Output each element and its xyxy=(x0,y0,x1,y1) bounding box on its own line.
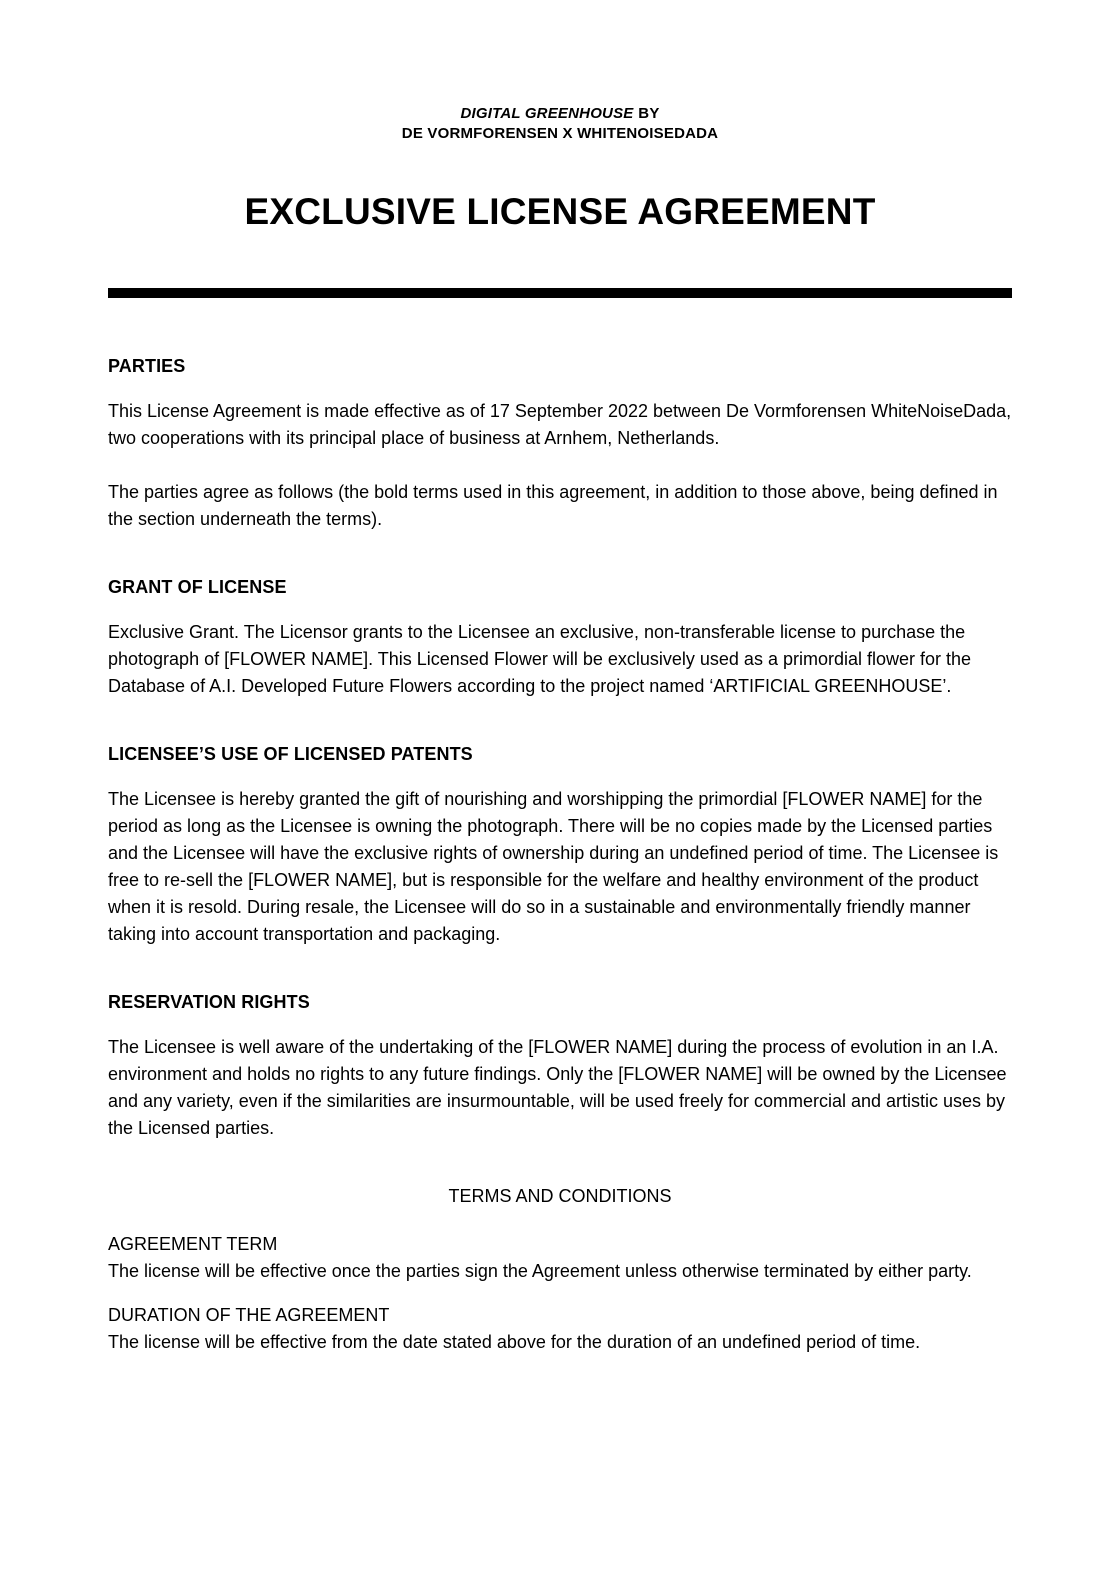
term-body: The license will be effective from the date stated above for the duration of an undefined period of time. xyxy=(108,1332,921,1352)
section-heading: RESERVATION RIGHTS xyxy=(108,992,310,1012)
section-grant-of-license xyxy=(108,574,1012,700)
header-line-2: DE VORMFORENSEN X WHITENOISEDADA xyxy=(401,125,719,142)
section-heading: PARTIES xyxy=(108,356,186,376)
section-parties xyxy=(108,353,1012,533)
section-licensees-use xyxy=(108,741,1012,948)
term-title: DURATION OF THE AGREEMENT xyxy=(108,1305,390,1325)
page-title: EXCLUSIVE LICENSE AGREEMENT xyxy=(244,191,876,232)
term-agreement-term xyxy=(108,1231,1012,1285)
section-reservation-rights xyxy=(108,989,1012,1142)
document-header xyxy=(108,104,1012,144)
terms-and-conditions xyxy=(108,1183,1012,1356)
section-paragraph: Exclusive Grant. The Licensor grants to the Licensee an exclusive, non-transferable license to purchase the photograph of [FLOWER NAME]. This Licensed Flower will be exclusively used as a primordial flower for the Database of A.I. Developed Future Flowers according to the project named ‘ARTIFICIAL GREENHOUSE’. xyxy=(108,622,972,696)
brand-name: DIGITAL GREENHOUSE xyxy=(460,105,634,122)
term-duration xyxy=(108,1302,1012,1356)
section-paragraph: The parties agree as follows (the bold terms used in this agreement, in addition to those above, being defined in the section underneath the terms). xyxy=(108,482,998,529)
term-body: The license will be effective once the parties sign the Agreement unless otherwise terminated by either party. xyxy=(108,1261,972,1281)
sections-container xyxy=(108,353,1012,1142)
header-by-text: BY xyxy=(638,105,660,122)
section-paragraph: The Licensee is well aware of the undertaking of the [FLOWER NAME] during the process of evolution in an I.A. environment and holds no rights to any future findings. Only the [FLOWER NAME] will be owned by the Licensee and any variety, even if the similarities are insurmountable, will be used freely for commercial and artistic uses by the Licensed parties. xyxy=(108,1037,1007,1138)
horizontal-rule xyxy=(108,288,1012,298)
section-paragraph: This License Agreement is made effective as of 17 September 2022 between De Vormforensen WhiteNoiseDada, two cooperations with its principal place of business at Arnhem, Netherlands. xyxy=(108,401,1012,448)
section-heading: LICENSEE’S USE OF LICENSED PATENTS xyxy=(108,744,473,764)
header-line-1 xyxy=(108,104,1012,124)
section-paragraph: The Licensee is hereby granted the gift of nourishing and worshipping the primordial [FLOWER NAME] for the period as long as the Licensee is owning the photograph. There will be no copies made by the Licensed parties and the Licensee will have the exclusive rights of ownership during an undefined period of time. The Licensee is free to re-sell the [FLOWER NAME], but is responsible for the welfare and healthy environment of the product when it is resold. During resale, the Licensee will do so in a sustainable and environmentally friendly manner taking into account transportation and packaging. xyxy=(108,789,999,944)
term-title: AGREEMENT TERM xyxy=(108,1234,278,1254)
terms-heading: TERMS AND CONDITIONS xyxy=(448,1186,672,1206)
section-heading: GRANT OF LICENSE xyxy=(108,577,287,597)
